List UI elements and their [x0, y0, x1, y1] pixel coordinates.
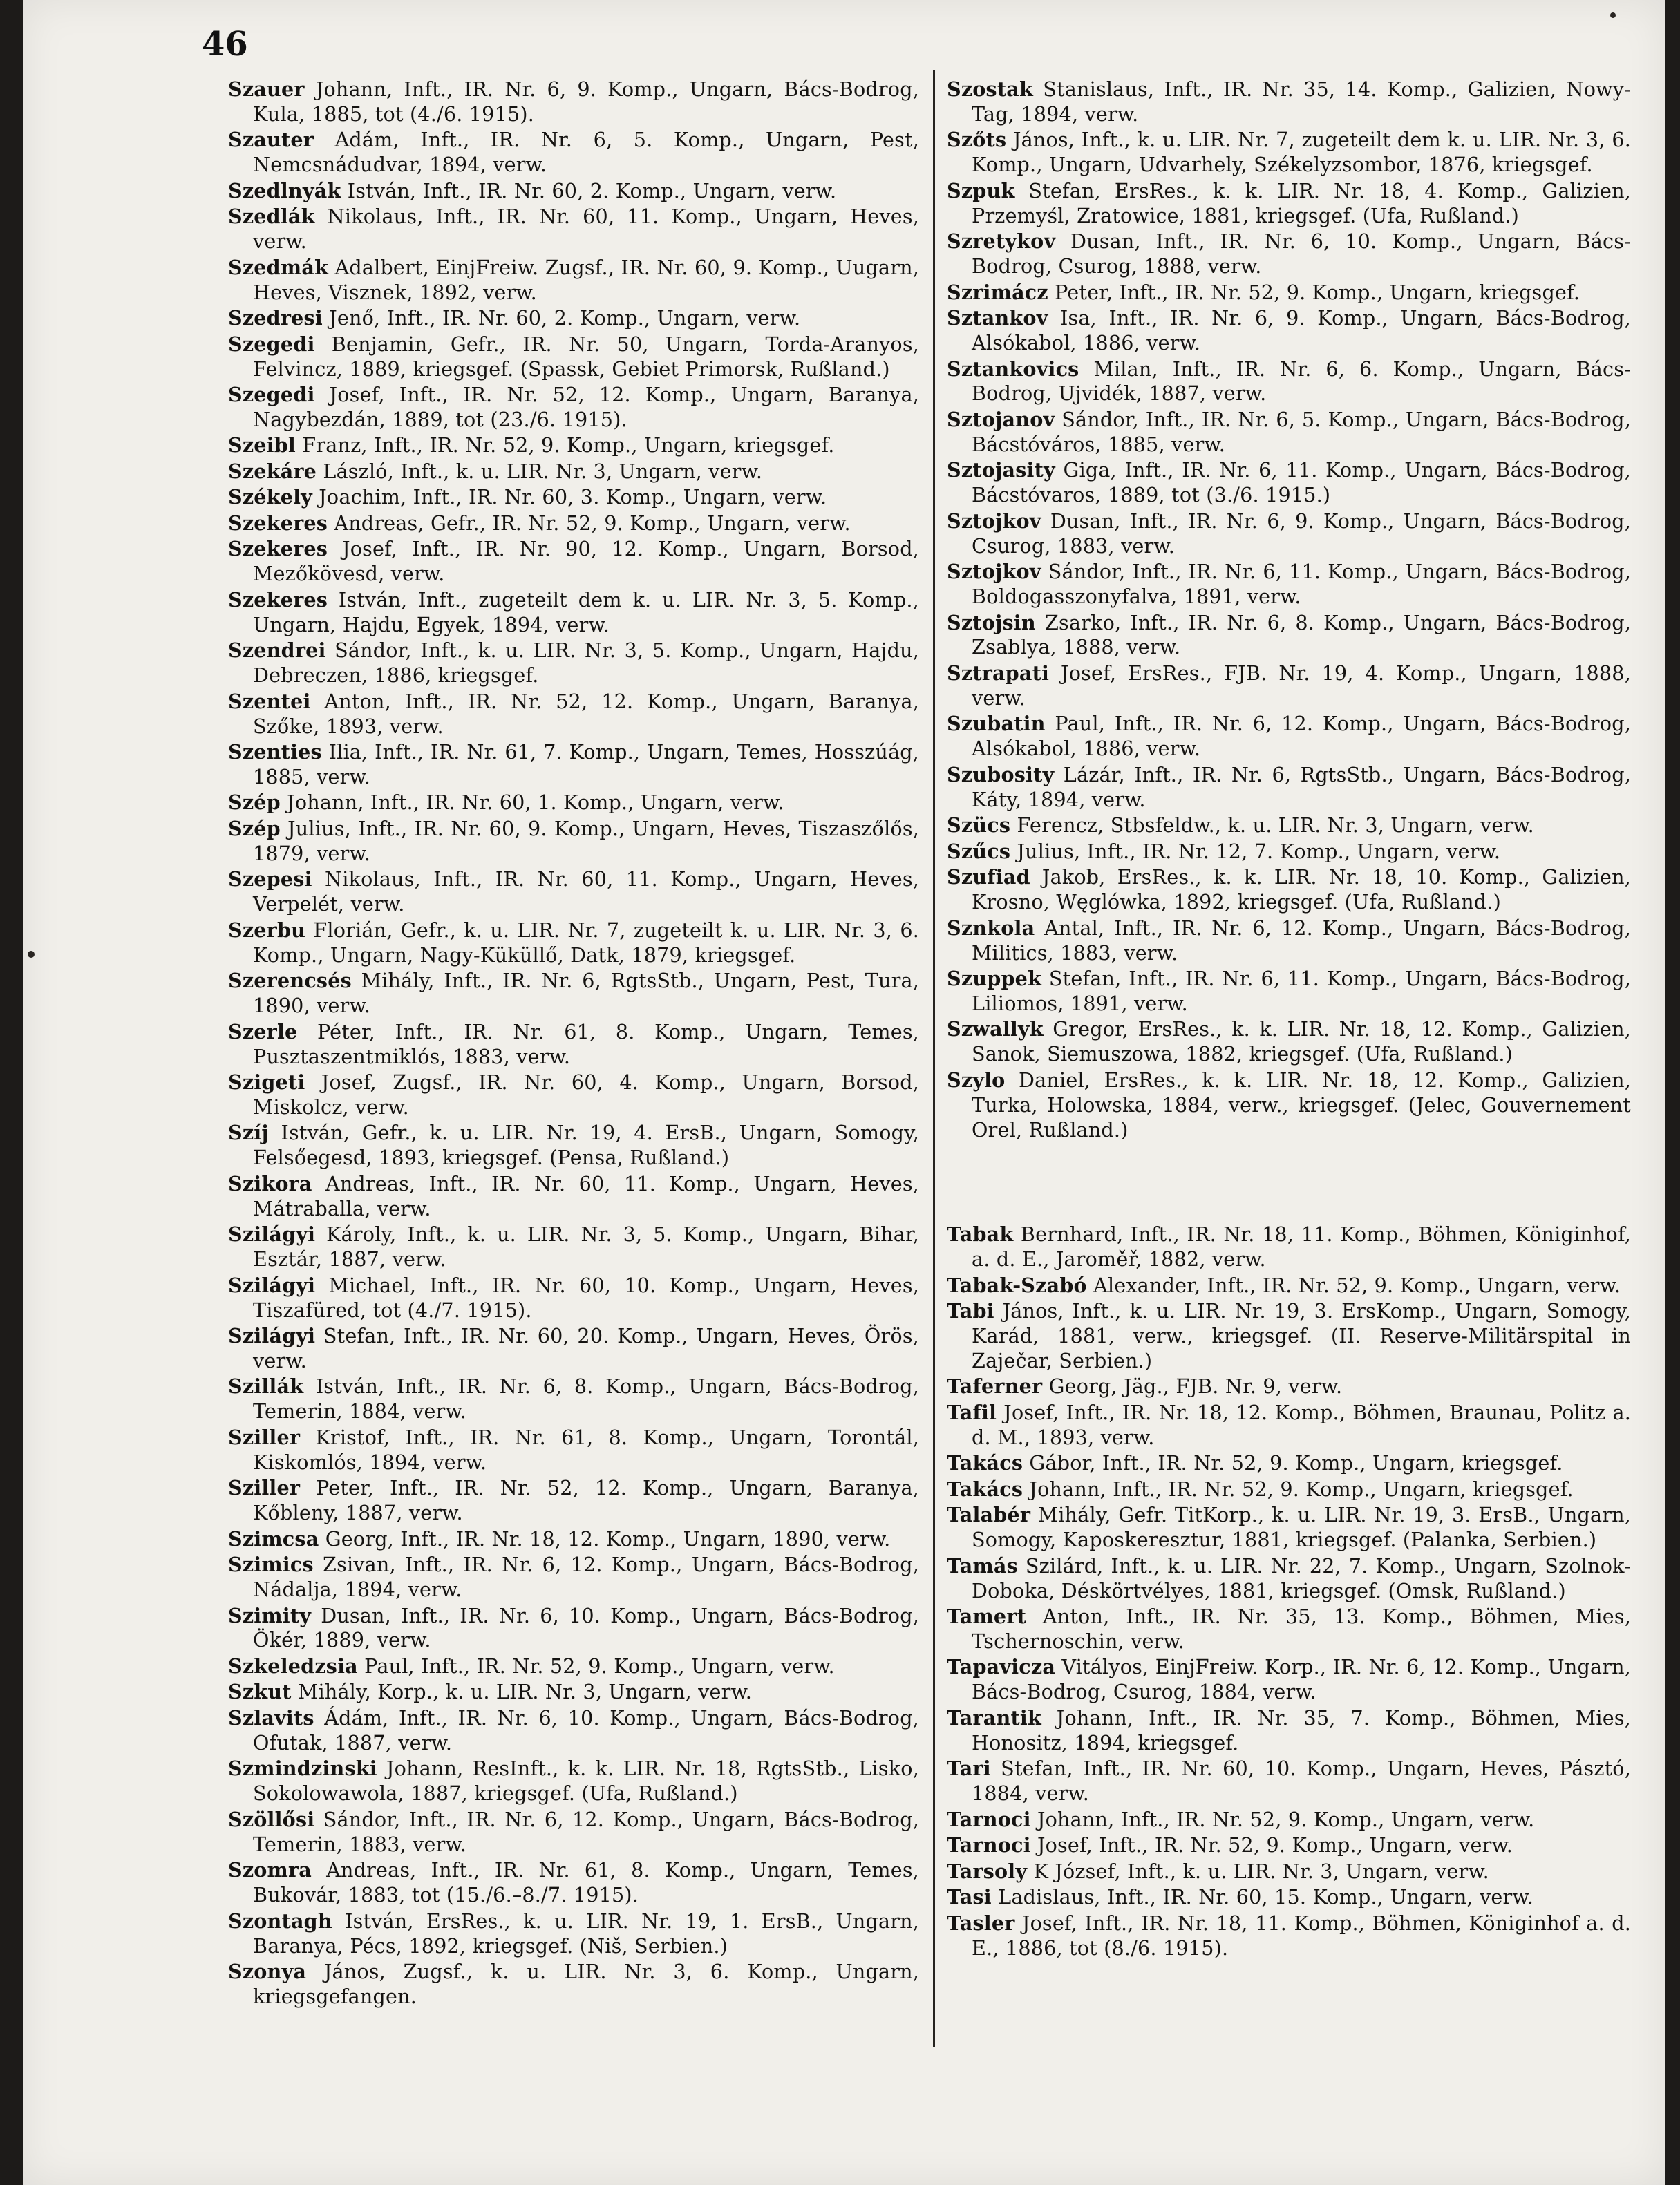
entry-surname: Szíj	[228, 1121, 269, 1145]
entry-details: János, Inft., k. u. LIR. Nr. 19, 3. ErsKomp., Ungarn, Somogy, Karád, 1881, verw., kriegsgef. (II. Reserve-Militärspital in Zaječar, Serbien.)	[972, 1299, 1631, 1372]
register-entry	[947, 1808, 1631, 1833]
entry-surname: Szmindzinski	[228, 1757, 377, 1781]
entry-surname: Szerbu	[228, 918, 306, 942]
entry-details: Michael, Inft., IR. Nr. 60, 10. Komp., Ungarn, Heves, Tiszafüred, tot (4./7. 1915).	[253, 1273, 920, 1322]
entry-surname: Szauter	[228, 128, 314, 152]
entry-surname: Szőts	[947, 128, 1007, 152]
entry-surname: Tabi	[947, 1299, 994, 1323]
entry-details: Johann, Inft., IR. Nr. 52, 9. Komp., Ungarn, kriegsgef.	[1029, 1477, 1574, 1501]
entry-surname: Szkeledzsia	[228, 1654, 358, 1678]
entry-surname: Szrimácz	[947, 280, 1048, 304]
entry-details: Jenő, Inft., IR. Nr. 60, 2. Komp., Ungarn, verw.	[329, 306, 801, 330]
entry-surname: Szpuk	[947, 178, 1015, 202]
scan-speck	[28, 951, 35, 958]
entry-details: Vitályos, EinjFreiw. Korp., IR. Nr. 6, 12. Komp., Ungarn, Bács-Bodrog, Csurog, 1884, verw.	[972, 1655, 1631, 1704]
register-entry	[228, 588, 919, 638]
entry-surname: Tarantik	[947, 1705, 1041, 1730]
entry-details: Benjamin, Gefr., IR. Nr. 50, Ungarn, Torda-Aranyos, Felvincz, 1889, kriegsgef. (Spassk, Gebiet Primorsk, Rußland.)	[253, 332, 919, 381]
entry-details: Johann, Inft., IR. Nr. 35, 7. Komp., Böhmen, Mies, Honositz, 1894, kriegsgef.	[972, 1705, 1631, 1754]
entry-details: Bernhard, Inft., IR. Nr. 18, 11. Komp., Böhmen, Königinhof, a. d. E., Jaroměř, 1882, verw.	[972, 1222, 1631, 1271]
register-entry	[947, 509, 1631, 559]
entry-details: Josef, Zugsf., IR. Nr. 60, 4. Komp., Ungarn, Borsod, Miskolcz, verw.	[253, 1070, 919, 1119]
register-entry	[947, 1299, 1631, 1374]
entry-surname: Tarsoly	[947, 1859, 1028, 1883]
entry-details: Stefan, ErsRes., k. k. LIR. Nr. 18, 4. Komp., Galizien, Przemyśl, Zratowice, 1881, kriegsgef. (Ufa, Rußland.)	[972, 178, 1631, 227]
register-entry	[228, 1654, 919, 1679]
entry-details: Milan, Inft., IR. Nr. 6, 6. Komp., Ungarn, Bács-Bodrog, Ujvidék, 1887, verw.	[972, 357, 1632, 406]
register-entry	[228, 205, 919, 254]
entry-surname: Taferner	[947, 1374, 1043, 1399]
entry-surname: Szylo	[947, 1068, 1006, 1092]
entry-details: Joachim, Inft., IR. Nr. 60, 3. Komp., Ungarn, verw.	[319, 485, 827, 509]
entry-details: Mihály, Inft., IR. Nr. 6, RgtsStb., Ungarn, Pest, Tura, 1890, verw.	[253, 969, 920, 1018]
register-entry	[947, 967, 1631, 1016]
entry-surname: Tarnoci	[947, 1833, 1031, 1857]
register-entry	[947, 1860, 1631, 1884]
entry-details: István, ErsRes., k. u. LIR. Nr. 19, 1. ErsB., Ungarn, Baranya, Pécs, 1892, kriegsgef. (Niš, Serbien.)	[253, 1909, 919, 1958]
entry-details: István, Inft., IR. Nr. 6, 8. Komp., Ungarn, Bács-Bodrog, Temerin, 1884, verw.	[253, 1374, 919, 1423]
register-entry	[947, 1655, 1631, 1705]
register-entry	[947, 1605, 1631, 1654]
entry-surname: Szerle	[228, 1019, 298, 1043]
entry-details: Peter, Inft., IR. Nr. 52, 9. Komp., Ungarn, kriegsgef.	[1055, 280, 1580, 304]
register-entry	[228, 306, 919, 331]
entry-details: István, Gefr., k. u. LIR. Nr. 19, 4. ErsB., Ungarn, Somogy, Felsőegesd, 1893, kriegsgef. (Pensa, Rußland.)	[253, 1121, 919, 1170]
entry-surname: Szekeres	[228, 511, 328, 535]
entry-surname: Tamert	[947, 1605, 1026, 1629]
entry-surname: Sztankov	[947, 306, 1048, 330]
entry-details: Mihály, Gefr. TitKorp., k. u. LIR. Nr. 19, 3. ErsB., Ungarn, Somogy, Kaposkeresztur, 1881, kriegsgef. (Palanka, Serbien.)	[972, 1503, 1631, 1552]
register-entry	[228, 1527, 919, 1552]
entry-surname: Szonya	[228, 1960, 307, 1983]
register-entry	[228, 1553, 919, 1602]
entry-surname: Szostak	[947, 77, 1034, 101]
entry-surname: Szufiad	[947, 865, 1030, 889]
register-entry	[947, 1274, 1631, 1298]
entry-details: Andreas, Inft., IR. Nr. 60, 11. Komp., Ungarn, Heves, Mátraballa, verw.	[253, 1171, 919, 1220]
entry-surname: Szigeti	[228, 1070, 305, 1094]
entry-details: István, Inft., IR. Nr. 60, 2. Komp., Ungarn, verw.	[347, 178, 837, 202]
entry-surname: Szilágyi	[228, 1222, 316, 1247]
register-entry	[947, 1885, 1631, 1910]
register-entry	[228, 77, 919, 127]
register-entry	[947, 1374, 1631, 1399]
register-entry	[947, 306, 1631, 356]
register-entry	[228, 1960, 919, 2009]
entry-surname: Szimcsa	[228, 1526, 319, 1551]
register-entry	[947, 661, 1631, 711]
entry-details: Nikolaus, Inft., IR. Nr. 60, 11. Komp., Ungarn, Heves, verw.	[253, 205, 919, 254]
entry-details: Mihály, Korp., k. u. LIR. Nr. 3, Ungarn, verw.	[298, 1680, 753, 1704]
register-entry	[228, 1604, 919, 1654]
entry-details: K József, Inft., k. u. LIR. Nr. 3, Ungarn, verw.	[1033, 1859, 1489, 1883]
entry-details: Andreas, Inft., IR. Nr. 61, 8. Komp., Ungarn, Temes, Bukovár, 1883, tot (15./6.–8./7. 1915).	[253, 1858, 919, 1907]
register-entry	[947, 763, 1631, 813]
entry-details: Josef, Inft., IR. Nr. 18, 11. Komp., Böhmen, Königinhof a. d. E., 1886, tot (8./6. 1915).	[972, 1911, 1631, 1960]
entry-surname: Szedlák	[228, 205, 315, 229]
entry-surname: Szedlnyák	[228, 178, 341, 202]
entry-details: Gregor, ErsRes., k. k. LIR. Nr. 18, 12. Komp., Galizien, Sanok, Siemuszowa, 1882, kriegsgef. (Ufa, Rußland.)	[972, 1017, 1631, 1066]
register-entry	[228, 1476, 919, 1526]
register-entry	[947, 1451, 1631, 1476]
entry-details: Josef, Inft., IR. Nr. 52, 12. Komp., Ungarn, Baranya, Nagybezdán, 1889, tot (23./6. 1915).	[253, 383, 920, 431]
register-entry	[228, 639, 919, 688]
entry-surname: Tasi	[947, 1885, 992, 1909]
entry-details: Ilia, Inft., IR. Nr. 61, 7. Komp., Ungarn, Temes, Hosszúág, 1885, verw.	[253, 740, 919, 788]
entry-details: Károly, Inft., k. u. LIR. Nr. 3, 5. Komp., Ungarn, Bihar, Esztár, 1887, verw.	[253, 1222, 919, 1271]
register-entry	[228, 1706, 919, 1756]
entry-details: Antal, Inft., IR. Nr. 6, 12. Komp., Ungarn, Bács-Bodrog, Militics, 1883, verw.	[972, 916, 1631, 965]
entry-surname: Szekeres	[228, 537, 328, 561]
register-entry	[947, 1833, 1631, 1858]
entry-surname: Sztrapati	[947, 661, 1050, 685]
entry-details: Daniel, ErsRes., k. k. LIR. Nr. 18, 12. Komp., Galizien, Turka, Holowska, 1884, verw., kriegsgef. (Jelec, Gouvernement Orel, Rußland.)	[972, 1068, 1631, 1142]
entry-surname: Tasler	[947, 1911, 1015, 1935]
entry-surname: Szlavits	[228, 1705, 314, 1730]
right-column	[947, 77, 1631, 1962]
entry-details: Dusan, Inft., IR. Nr. 6, 10. Komp., Ungarn, Bács-Bodrog, Csurog, 1888, verw.	[972, 229, 1631, 278]
entry-details: Adalbert, EinjFreiw. Zugsf., IR. Nr. 60, 9. Komp., Uugarn, Heves, Visznek, 1892, verw.	[253, 255, 919, 304]
entry-details: Julius, Inft., IR. Nr. 12, 7. Komp., Ungarn, verw.	[1017, 839, 1501, 863]
register-entry	[228, 511, 919, 536]
entry-surname: Szauer	[228, 77, 305, 101]
register-entry	[947, 1911, 1631, 1961]
register-entry	[228, 791, 919, 815]
entry-surname: Szimity	[228, 1603, 312, 1627]
entry-details: Péter, Inft., IR. Nr. 61, 8. Komp., Ungarn, Temes, Pusztaszentmiklós, 1883, verw.	[253, 1019, 919, 1068]
entry-surname: Szubosity	[947, 762, 1055, 786]
entry-surname: Szedresi	[228, 306, 323, 330]
register-entry	[947, 813, 1631, 838]
register-entry	[947, 128, 1631, 178]
entry-details: János, Inft., k. u. LIR. Nr. 7, zugeteilt dem k. u. LIR. Nr. 3, 6. Komp., Ungarn, Udvarhely, Székelyzsombor, 1876, kriegsgef.	[972, 128, 1631, 177]
entry-details: Josef, ErsRes., FJB. Nr. 19, 4. Komp., Ungarn, 1888, verw.	[972, 661, 1631, 710]
entry-surname: Szekeres	[228, 587, 328, 612]
entry-details: Zsivan, Inft., IR. Nr. 6, 12. Komp., Ungarn, Bács-Bodrog, Nádalja, 1894, verw.	[253, 1553, 919, 1602]
entry-surname: Szenties	[228, 740, 322, 764]
entry-surname: Sztojanov	[947, 407, 1055, 431]
register-entry	[947, 712, 1631, 762]
register-entry	[947, 229, 1631, 279]
entry-details: Paul, Inft., IR. Nr. 6, 12. Komp., Ungarn, Bács-Bodrog, Alsókabol, 1886, verw.	[972, 712, 1631, 761]
register-entry	[947, 1554, 1631, 1604]
entry-surname: Sztankovics	[947, 357, 1079, 381]
register-entry	[228, 1909, 919, 1959]
entry-surname: Takács	[947, 1477, 1023, 1501]
register-entry	[228, 256, 919, 305]
entry-surname: Székely	[228, 485, 312, 509]
register-entry	[947, 611, 1631, 661]
register-entry	[947, 865, 1631, 915]
register-entry	[228, 1680, 919, 1705]
entry-surname: Szepesi	[228, 867, 312, 891]
entry-details: Julius, Inft., IR. Nr. 60, 9. Komp., Ungarn, Heves, Tiszaszőlős, 1879, verw.	[253, 816, 919, 865]
register-entry	[228, 1222, 919, 1272]
register-entry	[228, 740, 919, 790]
entry-surname: Tabak	[947, 1222, 1014, 1247]
register-entry	[228, 1121, 919, 1171]
entry-surname: Sziller	[228, 1476, 301, 1500]
entry-details: László, Inft., k. u. LIR. Nr. 3, Ungarn, verw.	[323, 459, 763, 483]
register-entry	[947, 357, 1631, 407]
entry-surname: Sztojsin	[947, 610, 1036, 634]
entry-details: Sándor, Inft., k. u. LIR. Nr. 3, 5. Komp., Ungarn, Hajdu, Debreczen, 1886, kriegsgef.	[253, 639, 919, 688]
entry-details: Peter, Inft., IR. Nr. 52, 12. Komp., Ungarn, Baranya, Kőbleny, 1887, verw.	[253, 1476, 919, 1525]
register-entry	[947, 1503, 1631, 1553]
entry-details: Florián, Gefr., k. u. LIR. Nr. 7, zugeteilt k. u. LIR. Nr. 3, 6. Komp., Ungarn, Nagy-Küküllő, Datk, 1879, kriegsgef.	[253, 918, 919, 967]
register-entry	[947, 1706, 1631, 1756]
entry-surname: Szedmák	[228, 255, 329, 279]
entry-surname: Takács	[947, 1451, 1023, 1475]
register-entry	[228, 969, 919, 1019]
entry-surname: Sztojasity	[947, 458, 1055, 482]
entry-details: Stefan, Inft., IR. Nr. 60, 10. Komp., Ungarn, Heves, Pásztó, 1884, verw.	[972, 1757, 1631, 1806]
entry-surname: Tamás	[947, 1553, 1018, 1578]
entry-surname: Szilágyi	[228, 1273, 316, 1297]
entry-surname: Szentei	[228, 689, 311, 713]
right-column-bottom-section	[947, 1222, 1631, 1960]
register-entry	[947, 1477, 1631, 1502]
entry-details: Anton, Inft., IR. Nr. 52, 12. Komp., Ungarn, Baranya, Szőke, 1893, verw.	[253, 689, 919, 738]
entry-details: Sándor, Inft., IR. Nr. 6, 12. Komp., Ungarn, Bács-Bodrog, Temerin, 1883, verw.	[253, 1807, 919, 1856]
entry-surname: Tari	[947, 1757, 991, 1781]
entry-surname: Tapavicza	[947, 1655, 1056, 1679]
document-page	[23, 0, 1665, 2185]
entry-surname: Szomra	[228, 1858, 312, 1882]
entry-details: Nikolaus, Inft., IR. Nr. 60, 11. Komp., Ungarn, Heves, Verpelét, verw.	[253, 867, 919, 916]
entry-details: Sándor, Inft., IR. Nr. 6, 5. Komp., Ungarn, Bács-Bodrog, Bácstóváros, 1885, verw.	[972, 407, 1631, 456]
entry-surname: Sziller	[228, 1425, 301, 1449]
entry-surname: Szendrei	[228, 639, 326, 663]
entry-surname: Sztojkov	[947, 509, 1041, 533]
page-number: 46	[202, 25, 248, 64]
register-entry	[228, 383, 919, 433]
entry-details: Stefan, Inft., IR. Nr. 6, 11. Komp., Ungarn, Bács-Bodrog, Liliomos, 1891, verw.	[972, 967, 1631, 1015]
entry-details: Gábor, Inft., IR. Nr. 52, 9. Komp., Ungarn, kriegsgef.	[1029, 1451, 1563, 1475]
register-entry	[228, 817, 919, 867]
register-entry	[228, 1426, 919, 1475]
register-entry	[947, 408, 1631, 457]
scan-speck	[1610, 12, 1616, 18]
register-entry	[228, 1757, 919, 1806]
entry-details: Stefan, Inft., IR. Nr. 60, 20. Komp., Ungarn, Heves, Örös, verw.	[253, 1324, 919, 1372]
entry-details: Isa, Inft., IR. Nr. 6, 9. Komp., Ungarn, Bács-Bodrog, Alsókabol, 1886, verw.	[972, 306, 1631, 355]
register-entry	[228, 332, 919, 382]
entry-details: Stanislaus, Inft., IR. Nr. 35, 14. Komp., Galizien, Nowy-Tag, 1894, verw.	[972, 77, 1631, 126]
entry-surname: Szép	[228, 791, 281, 815]
entry-surname: Szikora	[228, 1171, 312, 1195]
entry-details: Jakob, ErsRes., k. k. LIR. Nr. 18, 10. Komp., Galizien, Krosno, Węglówka, 1892, kriegsgef. (Ufa, Rußland.)	[972, 865, 1631, 914]
entry-details: Szilárd, Inft., k. u. LIR. Nr. 22, 7. Komp., Ungarn, Szolnok-Doboka, Déskörtvélyes, 1881, kriegsgef. (Omsk, Rußland.)	[972, 1553, 1631, 1602]
entry-surname: Szillák	[228, 1374, 304, 1399]
column-divider	[933, 70, 935, 2047]
entry-surname: Tarnoci	[947, 1807, 1031, 1831]
entry-surname: Szücs	[947, 813, 1011, 838]
register-entry	[228, 1020, 919, 1070]
register-entry	[947, 560, 1631, 609]
entry-details: Josef, Inft., IR. Nr. 90, 12. Komp., Ungarn, Borsod, Mezőkövesd, verw.	[253, 537, 919, 586]
entry-details: Franz, Inft., IR. Nr. 52, 9. Komp., Ungarn, kriegsgef.	[302, 433, 835, 457]
right-column-top-section	[947, 77, 1631, 1143]
entry-details: Josef, Inft., IR. Nr. 52, 9. Komp., Ungarn, verw.	[1037, 1833, 1513, 1857]
entry-details: Dusan, Inft., IR. Nr. 6, 9. Komp., Ungarn, Bács-Bodrog, Csurog, 1883, verw.	[972, 509, 1631, 558]
entry-surname: Szerencsés	[228, 969, 352, 993]
entry-details: Kristof, Inft., IR. Nr. 61, 8. Komp., Ungarn, Torontál, Kiskomlós, 1894, verw.	[253, 1425, 919, 1474]
entry-details: Ferencz, Stbsfeldw., k. u. LIR. Nr. 3, Ungarn, verw.	[1017, 813, 1534, 838]
register-entry	[947, 458, 1631, 508]
entry-details: Ladislaus, Inft., IR. Nr. 60, 15. Komp., Ungarn, verw.	[998, 1885, 1533, 1909]
register-entry	[947, 1757, 1631, 1806]
entry-details: Georg, Jäg., FJB. Nr. 9, verw.	[1048, 1374, 1343, 1399]
entry-surname: Szöllősi	[228, 1807, 315, 1831]
entry-details: Andreas, Gefr., IR. Nr. 52, 9. Komp., Ungarn, verw.	[334, 511, 851, 535]
entry-details: János, Zugsf., k. u. LIR. Nr. 3, 6. Komp., Ungarn, kriegsgefangen.	[253, 1960, 919, 2008]
register-entry	[228, 433, 919, 458]
entry-surname: Szuppek	[947, 967, 1042, 990]
entry-surname: Sztojkov	[947, 560, 1041, 584]
register-entry	[228, 690, 919, 739]
entry-surname: Tafil	[947, 1400, 997, 1424]
entry-surname: Szegedi	[228, 383, 315, 407]
register-entry	[947, 179, 1631, 229]
register-entry	[228, 537, 919, 587]
entry-surname: Szűcs	[947, 839, 1011, 863]
register-entry	[947, 1401, 1631, 1450]
entry-surname: Szép	[228, 816, 281, 840]
register-entry	[228, 485, 919, 510]
entry-surname: Talabér	[947, 1503, 1031, 1527]
register-entry	[947, 916, 1631, 966]
entry-details: Ádám, Inft., IR. Nr. 6, 10. Komp., Ungarn, Bács-Bodrog, Ofutak, 1887, verw.	[253, 1705, 920, 1754]
entry-surname: Szubatin	[947, 712, 1046, 736]
entry-details: Paul, Inft., IR. Nr. 52, 9. Komp., Ungarn, verw.	[364, 1654, 835, 1678]
entry-details: Georg, Inft., IR. Nr. 18, 12. Komp., Ungarn, 1890, verw.	[325, 1526, 891, 1551]
entry-details: Zsarko, Inft., IR. Nr. 6, 8. Komp., Ungarn, Bács-Bodrog, Zsablya, 1888, verw.	[972, 610, 1631, 659]
entry-details: István, Inft., zugeteilt dem k. u. LIR. Nr. 3, 5. Komp., Ungarn, Hajdu, Egyek, 1894, verw.	[253, 587, 919, 636]
register-entry	[228, 1374, 919, 1424]
register-entry	[228, 128, 919, 178]
entry-details: Dusan, Inft., IR. Nr. 6, 10. Komp., Ungarn, Bács-Bodrog, Ökér, 1889, verw.	[253, 1603, 919, 1652]
register-entry	[228, 1808, 919, 1857]
entry-details: Anton, Inft., IR. Nr. 35, 13. Komp., Böhmen, Mies, Tschernoschin, verw.	[972, 1605, 1631, 1653]
register-entry	[228, 1858, 919, 1908]
entry-details: Alexander, Inft., IR. Nr. 52, 9. Komp., Ungarn, verw.	[1093, 1273, 1621, 1297]
entry-details: Johann, Inft., IR. Nr. 60, 1. Komp., Ungarn, verw.	[287, 791, 784, 815]
entry-details: Josef, Inft., IR. Nr. 18, 12. Komp., Böhmen, Braunau, Politz a. d. M., 1893, verw.	[972, 1400, 1631, 1449]
entry-surname: Tabak-Szabó	[947, 1273, 1087, 1297]
register-entry	[947, 1068, 1631, 1143]
register-entry	[228, 1172, 919, 1222]
register-entry	[228, 1070, 919, 1120]
entry-surname: Szontagh	[228, 1909, 332, 1933]
register-entry	[228, 179, 919, 204]
register-entry	[228, 1274, 919, 1323]
register-entry	[228, 918, 919, 968]
entry-surname: Szeibl	[228, 433, 296, 457]
entry-surname: Szkut	[228, 1680, 292, 1704]
register-entry	[947, 1017, 1631, 1067]
entry-surname: Szretykov	[947, 229, 1056, 254]
entry-surname: Sznkola	[947, 916, 1035, 940]
register-entry	[228, 460, 919, 484]
entry-details: Johann, ResInft., k. k. LIR. Nr. 18, RgtsStb., Lisko, Sokolowawola, 1887, kriegsgef. (Ufa, Rußland.)	[253, 1757, 919, 1806]
register-entry	[228, 1324, 919, 1374]
register-entry	[947, 77, 1631, 127]
register-entry	[947, 1222, 1631, 1272]
entry-surname: Szwallyk	[947, 1017, 1044, 1041]
register-entry	[228, 867, 919, 917]
entry-details: Giga, Inft., IR. Nr. 6, 11. Komp., Ungarn, Bács-Bodrog, Bácstóvaros, 1889, tot (3./6. 1915.)	[972, 458, 1631, 507]
entry-surname: Szilágyi	[228, 1324, 316, 1348]
entry-surname: Szegedi	[228, 332, 315, 356]
entry-surname: Szekáre	[228, 459, 317, 483]
entry-details: Lázár, Inft., IR. Nr. 6, RgtsStb., Ungarn, Bács-Bodrog, Káty, 1894, verw.	[972, 762, 1631, 811]
entry-details: Adám, Inft., IR. Nr. 6, 5. Komp., Ungarn, Pest, Nemcsnádudvar, 1894, verw.	[253, 128, 919, 177]
entry-surname: Szimics	[228, 1553, 314, 1577]
entry-details: Johann, Inft., IR. Nr. 52, 9. Komp., Ungarn, verw.	[1037, 1807, 1535, 1831]
register-entry	[947, 840, 1631, 864]
section-gap	[947, 1144, 1631, 1222]
register-entry	[947, 281, 1631, 305]
left-column	[228, 77, 919, 2010]
entry-details: Johann, Inft., IR. Nr. 6, 9. Komp., Ungarn, Bács-Bodrog, Kula, 1885, tot (4./6. 1915).	[253, 77, 919, 126]
entry-details: Sándor, Inft., IR. Nr. 6, 11. Komp., Ungarn, Bács-Bodrog, Boldogasszonyfalva, 1891, verw.	[972, 560, 1631, 609]
